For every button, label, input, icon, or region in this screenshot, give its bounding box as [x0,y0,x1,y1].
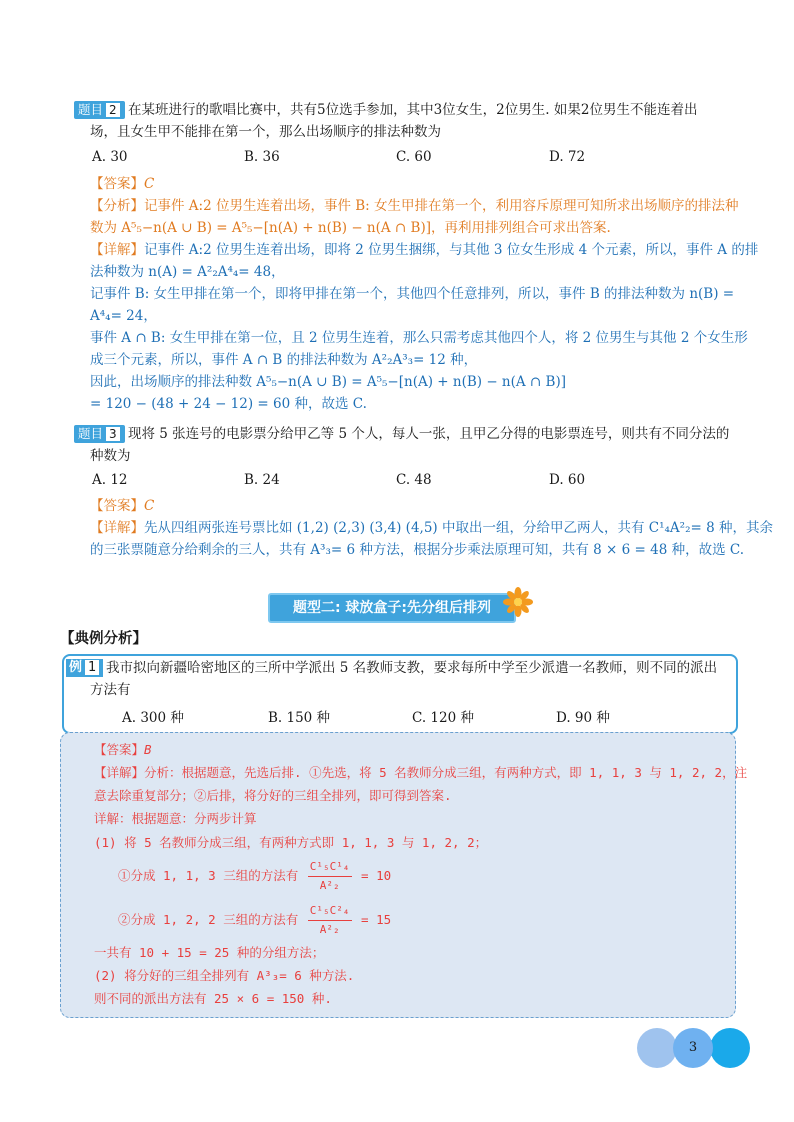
page-circle-right [710,1028,750,1068]
question-text: 在某班进行的歌唱比赛中，共有5位选手参加，其中3位女生，2位男生. 如果2位男生不能连着出 [128,102,698,118]
answer-line [90,175,154,193]
analysis-tag: 【分析】 [90,198,144,214]
analysis-line: 数为 A⁵₅−n(A ∪ B) = A⁵₅−[n(A) + n(B) − n(A ∩ B)]，再利用排列组合可求出答案. [90,220,611,236]
question-number: 2 [105,102,121,118]
formula-line: ①分成 1, 1, 3 三组的方法有 $\frac{\text{C¹₅C¹₄}}{\text{A²₂}}$ = 10 [118,858,391,895]
example-text: 我市拟向新疆哈密地区的三所中学派出 5 名教师支教，要求每所中学至少派遣一名教师，则不同的派出 [106,660,718,676]
option-c: C. 120 种 [412,710,474,726]
answer-line [94,741,152,759]
option-d: D. 90 种 [556,710,610,726]
option-b: B. 150 种 [268,710,331,726]
detail-line: 意去除重复部分；②后排，将分好的三组全排列，即可得到答案. [94,788,452,803]
answer-tag: 【答案】 [94,742,145,757]
detail-line: 则不同的派出方法有 25 × 6 = 150 种. [94,991,332,1006]
detail-line: 法种数为 n(A) = A²₂A⁴₄= 48， [90,264,285,280]
option-b: B. 36 [244,149,280,165]
detail-line: 成三个元素，所以，事件 A ∩ B 的排法种数为 A²₂A³₃= 12 种， [90,352,478,368]
detail-line: (1) 将 5 名教师分成三组，有两种方式即 1, 1, 3 与 1, 2, 2； [94,835,488,850]
detail-line: (2) 将分好的三组全排列有 A³₃= 6 种方法. [94,968,355,983]
detail-line: 【详解】先从四组两张连号票比如 (1,2) (2,3) (3,4) (4,5) 中取出一组，分给甲乙两人，共有 C¹₄A²₂= 8 种，其余 [90,520,773,536]
detail-line: 因此，出场顺序的排法种数 A⁵₅−n(A ∪ B) = A⁵₅−[n(A) + n(B) − n(A ∩ B)] [90,374,566,390]
flower-icon [502,586,534,618]
question-label: 题目 3 [74,425,125,443]
page-circle-left [637,1028,677,1068]
section-banner: 题型二: 球放盒子:先分组后排列 [268,593,516,623]
answer-tag: 【答案】 [90,498,144,514]
option-d: D. 72 [549,149,586,165]
option-c: C. 60 [396,149,432,165]
detail-line: 的三张票随意分给剩余的三人，共有 A³₃= 6 种方法，根据分步乘法原理可知，共有 8 × 6 = 48 种，故选 C. [90,542,745,558]
answer-line [90,497,154,515]
section-title: 【典例分析】 [60,631,147,647]
answer-tag: 【答案】 [90,176,144,192]
detail-line: = 120 − (48 + 24 − 12) = 60 种，故选 C. [90,396,367,412]
fraction: $\frac{\text{C¹₅C²₄}}{\text{A²₂}}$ [309,904,350,936]
option-a: A. 30 [92,149,128,165]
example-text: 方法有 [90,682,131,698]
detail-tag: 【详解】 [90,520,144,536]
question-text: 现将 5 张连号的电影票分给甲乙等 5 个人，每人一张，且甲乙分得的电影票连号，则共有不同分法的 [128,426,730,442]
detail-tag: 【详解】 [90,242,144,258]
page-number: 3 [673,1028,713,1068]
question-label: 题目 2 [74,101,125,119]
answer-value: C [144,176,155,192]
detail-line: A⁴₄= 24， [90,308,157,324]
formula-line: ②分成 1, 2, 2 三组的方法有 $\frac{\text{C¹₅C²₄}}{\text{A²₂}}$ = 15 [118,902,391,939]
detail-line: 一共有 10 + 15 = 25 种的分组方法； [94,945,325,960]
detail-line: 详解：根据题意：分两步计算 [94,811,257,826]
detail-line: 【详解】记事件 A:2 位男生连着出场，即将 2 位男生捆绑，与其他 3 位女生形成 4 个元素，所以，事件 A 的排 [90,242,759,258]
question-number: 3 [105,426,121,442]
question-text: 场，且女生甲不能排在第一个，那么出场顺序的排法种数为 [90,124,441,140]
answer-value: B [144,742,152,757]
example-number: 1 [84,659,100,676]
detail-line: 事件 A ∩ B: 女生甲排在第一位，且 2 位男生连着，那么只需考虑其他四个人，将 2 位男生与其他 2 个女生形 [90,330,748,346]
fraction: $\frac{\text{C¹₅C¹₄}}{\text{A²₂}}$ [309,860,350,892]
detail-line: 记事件 B: 女生甲排在第一个，即将甲排在第一个，其他四个任意排列，所以，事件 B 的排法种数为 n(B) = [90,286,735,302]
option-d: D. 60 [549,472,586,488]
analysis-line: 【分析】记事件 A:2 位男生连着出场，事件 B: 女生甲排在第一个，利用容斥原理可知所求出场顺序的排法种 [90,198,739,214]
option-a: A. 300 种 [122,710,184,726]
question-text: 种数为 [90,448,131,464]
detail-line: 【详解】分析：根据题意，先选后排. ①先选，将 5 名教师分成三组，有两种方式，即 1, 1, 3 与 1, 2, 2，注 [94,765,748,780]
example-label: 例 1 [66,659,103,677]
answer-value: C [144,498,155,514]
option-a: A. 12 [92,472,128,488]
option-c: C. 48 [396,472,432,488]
detail-tag: 【详解】 [94,765,145,780]
option-b: B. 24 [244,472,280,488]
